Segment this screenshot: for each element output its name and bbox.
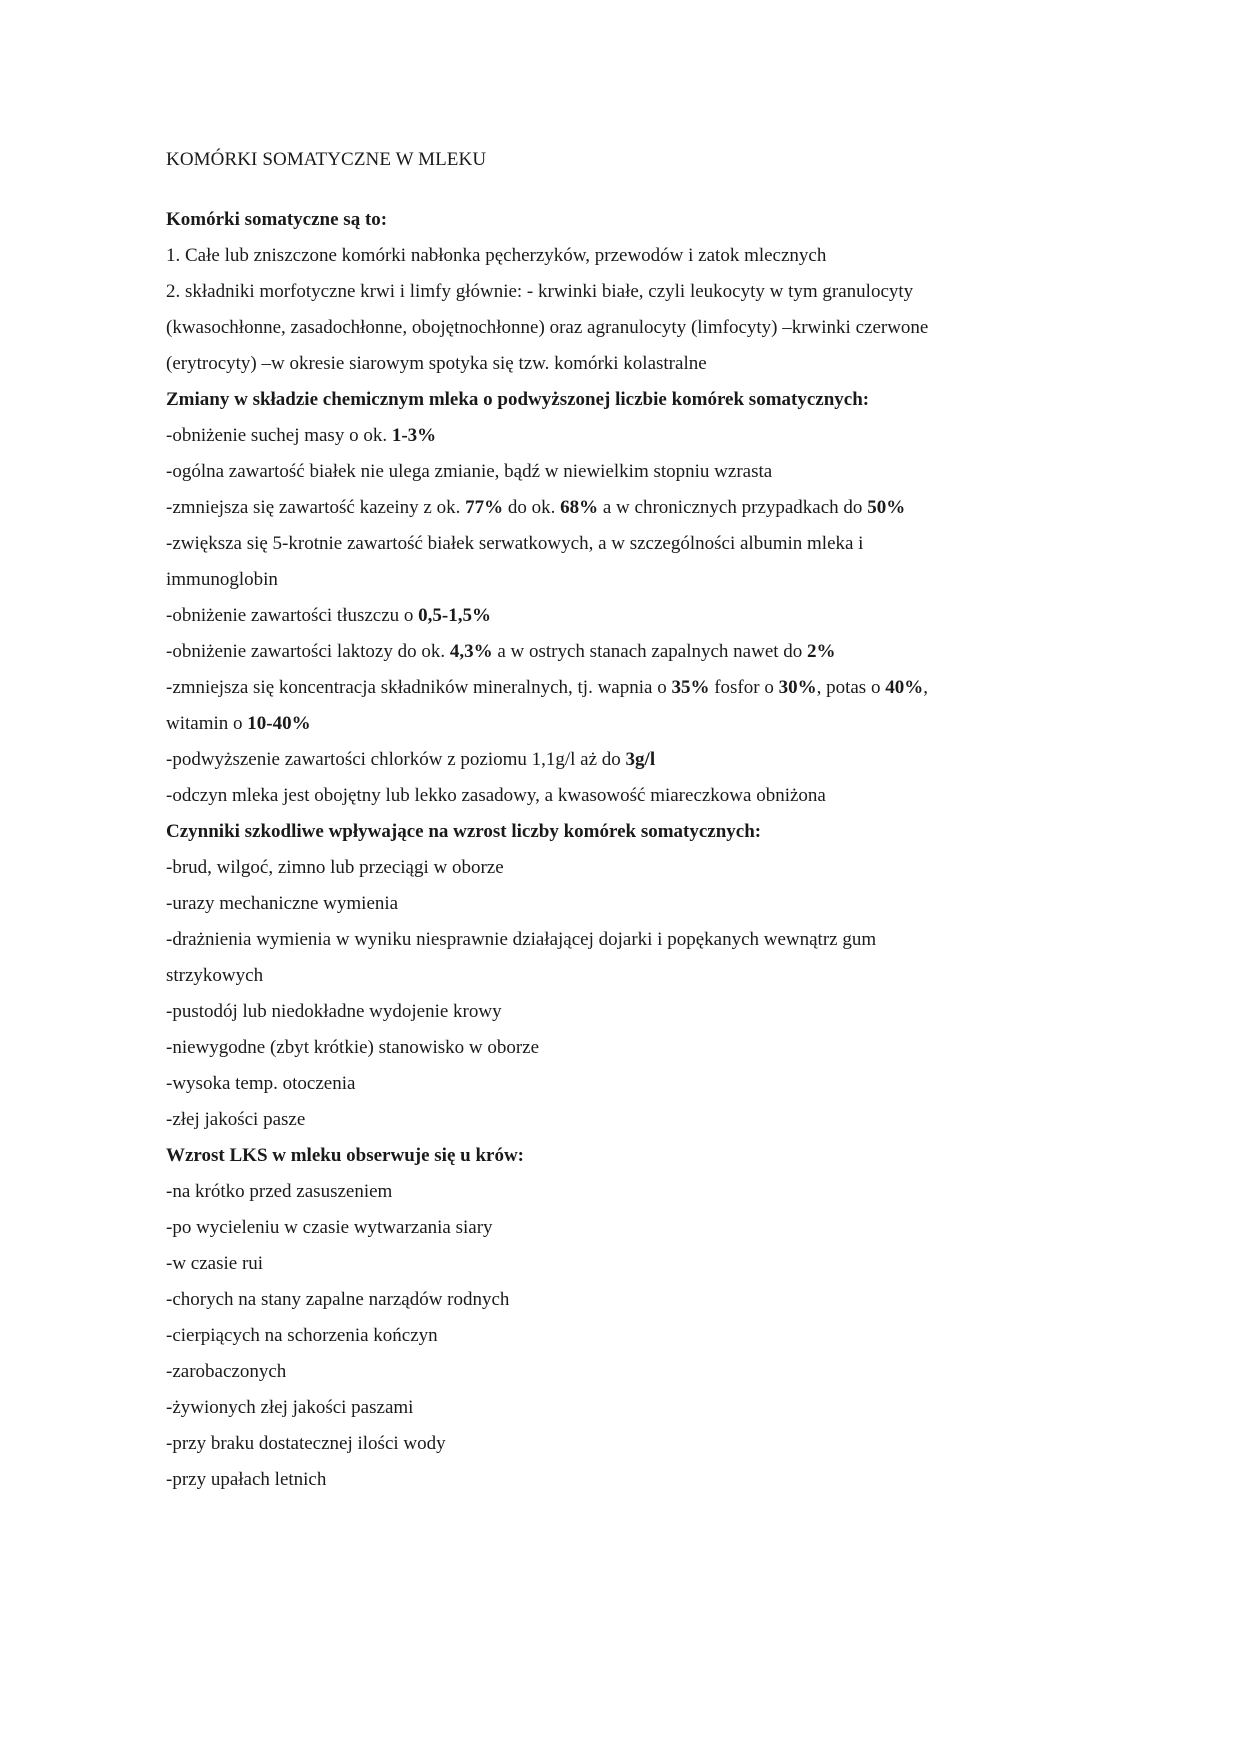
section2-line4: -zwiększa się 5-krotnie zawartość białek serwatkowych, a w szczególności albumin mleka i immunoglobin	[166, 533, 864, 590]
text: -obniżenie zawartości laktozy do ok.	[166, 641, 450, 662]
section2-line5	[166, 598, 966, 634]
list-item: -złej jakości pasze	[166, 1109, 306, 1130]
text: a w ostrych stanach zapalnych nawet do	[492, 641, 808, 662]
text: -obniżenie suchej masy o ok.	[166, 425, 392, 446]
text: , potas o	[816, 677, 886, 698]
list-item: -urazy mechaniczne wymienia	[166, 893, 399, 914]
list-item: -chorych na stany zapalne narządów rodnych	[166, 1289, 510, 1310]
text: fosfor o	[709, 677, 779, 698]
section1-item1: 1. Całe lub zniszczone komórki nabłonka pęcherzyków, przewodów i zatok mlecznych	[166, 245, 827, 266]
bold-value: 4,3%	[449, 641, 493, 662]
section2-line9: -odczyn mleka jest obojętny lub lekko zasadowy, a kwasowość miareczkowa obniżona	[166, 785, 826, 806]
bold-value: 3g/l	[625, 749, 656, 770]
section4-heading: Wzrost LKS w mleku obserwuje się u krów:	[166, 1145, 525, 1166]
section2-line7	[166, 670, 966, 742]
section1-heading: Komórki somatyczne są to:	[166, 209, 388, 230]
bold-value: 35%	[671, 677, 710, 698]
bold-value: 2%	[807, 641, 836, 662]
list-item: -po wycieleniu w czasie wytwarzania siary	[166, 1217, 493, 1238]
section2-line8	[166, 742, 966, 778]
list-item: -przy upałach letnich	[166, 1469, 327, 1490]
bold-value: 50%	[867, 497, 906, 518]
list-item: -żywionych złej jakości paszami	[166, 1397, 414, 1418]
section3-heading: Czynniki szkodliwe wpływające na wzrost liczby komórek somatycznych:	[166, 821, 762, 842]
bold-value: 68%	[560, 497, 599, 518]
list-item: -cierpiących na schorzenia kończyn	[166, 1325, 438, 1346]
bold-value: 0,5-1,5%	[418, 605, 491, 626]
bold-value: 40%	[885, 677, 924, 698]
section2-line6	[166, 634, 966, 670]
text: -obniżenie zawartości tłuszczu o	[166, 605, 419, 626]
list-item: -zarobaczonych	[166, 1361, 287, 1382]
text: , witamin o	[166, 677, 928, 734]
text: -zmniejsza się zawartość kazeiny z ok.	[166, 497, 466, 518]
document-title: KOMÓRKI SOMATYCZNE W MLEKU	[166, 149, 487, 170]
section2-heading: Zmiany w składzie chemicznym mleka o podwyższonej liczbie komórek somatycznych:	[166, 389, 870, 410]
bold-value: 1-3%	[391, 425, 437, 446]
section1-item2: 2. składniki morfotyczne krwi i limfy głównie: - krwinki białe, czyli leukocyty w tym granulocyty (kwasochłonne, zasadochłonne, obojętnochłonne) oraz agranulocyty (limfocyty) –krwinki czerwone (erytrocyty) –w okresie siarowym spotyka się tzw. komórki kolastralne	[166, 281, 929, 374]
section2-line2: -ogólna zawartość białek nie ulega zmianie, bądź w niewielkim stopniu wzrasta	[166, 461, 773, 482]
document-page	[166, 142, 966, 1498]
text: do ok.	[503, 497, 561, 518]
list-item: -na krótko przed zasuszeniem	[166, 1181, 393, 1202]
list-item: -pustodój lub niedokładne wydojenie krowy	[166, 1001, 502, 1022]
text: a w chronicznych przypadkach do	[598, 497, 868, 518]
list-item: -brud, wilgoć, zimno lub przeciągi w oborze	[166, 857, 504, 878]
list-item: -niewygodne (zbyt krótkie) stanowisko w oborze	[166, 1037, 540, 1058]
text: -zmniejsza się koncentracja składników mineralnych, tj. wapnia o	[166, 677, 672, 698]
section2-line3	[166, 490, 966, 526]
list-item: -wysoka temp. otoczenia	[166, 1073, 356, 1094]
list-item: -drażnienia wymienia w wyniku niesprawnie działającej dojarki i popękanych wewnątrz gum strzykowych	[166, 929, 877, 986]
bold-value: 10-40%	[247, 713, 311, 734]
list-item: -przy braku dostatecznej ilości wody	[166, 1433, 446, 1454]
text: -podwyższenie zawartości chlorków z poziomu 1,1g/l aż do	[166, 749, 626, 770]
section2-line1	[166, 418, 966, 454]
list-item: -w czasie rui	[166, 1253, 264, 1274]
bold-value: 77%	[465, 497, 504, 518]
bold-value: 30%	[778, 677, 817, 698]
